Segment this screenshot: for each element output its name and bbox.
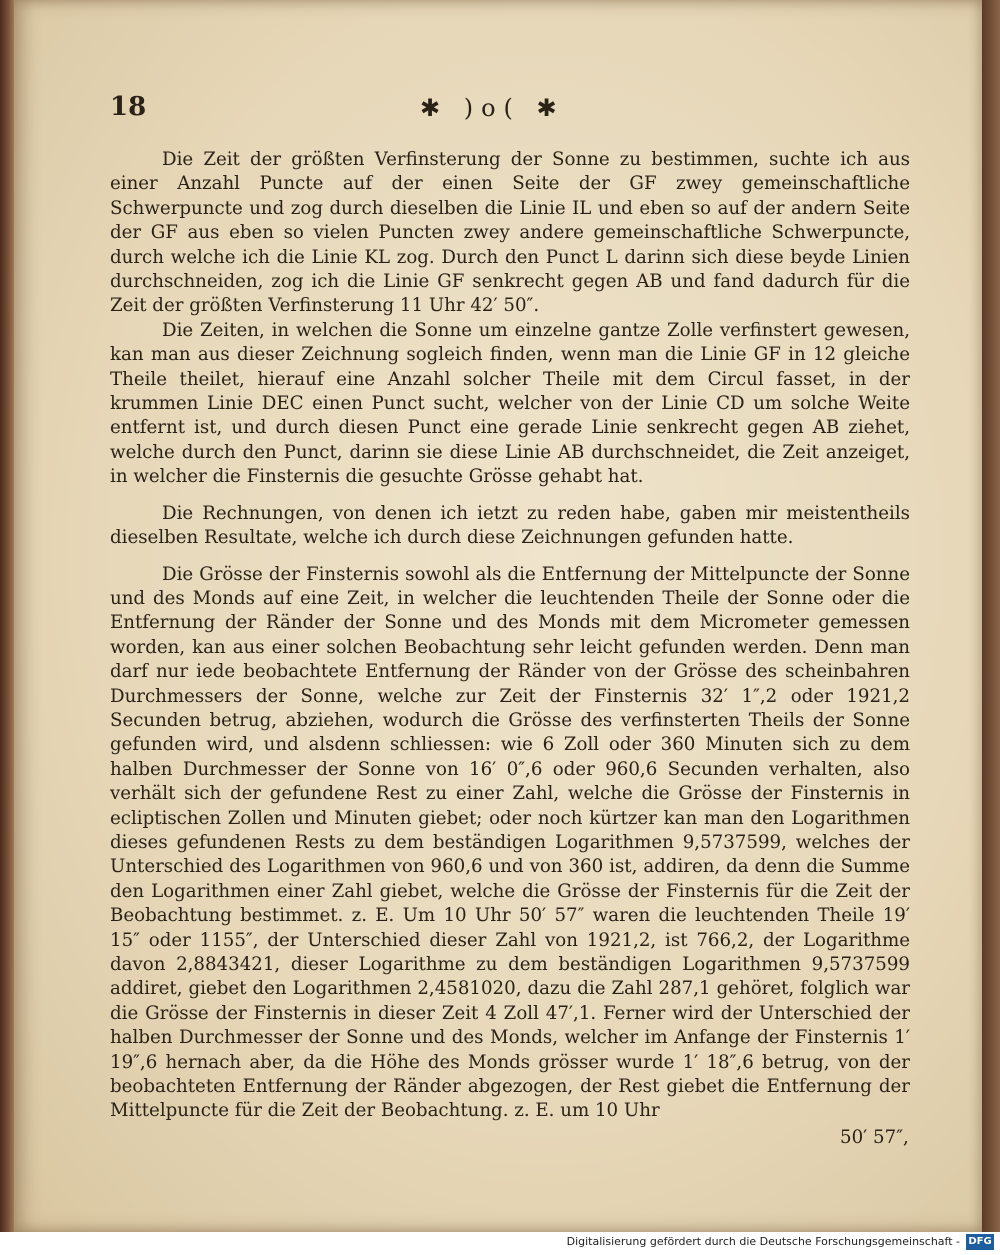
book-spine [0,0,14,1232]
paragraph-1: Die Zeit der größten Verfinsterung der Sonne zu bestimmen, suchte ich aus einer Anzahl Puncte auf der einen Seite der GF zwey gemeinschaftliche Schwerpuncte und zog durch dieselben die Linie IL und eben so auf der andern Seite der GF aus eben so vielen Puncten zwey andere gemeinschaftliche Schwerpuncte, durch welche ich die Linie KL zog. Durch den Punct L darinn sich diese beyde Linien durchschneiden, zog ich die Linie GF senkrecht gegen AB und fand dadurch für die Zeit der größten Verfinsterung 11 Uhr 42′ 50″. [110,149,910,317]
footer-credit: Digitalisierung gefördert durch die Deutsche Forschungsgemeinschaft - [566,1235,960,1248]
page-edge [982,0,1000,1232]
paragraph-2: Die Zeiten, in welchen die Sonne um einzelne gantze Zolle verfinstert gewesen, kan man aus dieser Zeichnung sogleich finden, wenn man die Linie GF in 12 gleiche Theile theilet, hierauf eine Anzahl solcher Theile mit dem Circul fasset, in der krummen Linie DEC einen Punct sucht, welcher von der Linie CD um solche Weite entfernt ist, und durch diesen Punct eine gerade Linie senkrecht gegen AB ziehet, welche durch den Punct, darinn sie diese Linie AB durchschneidet, die Zeit anzeiget, in welcher die Finsternis die gesuchte Grösse gehabt hat. [110,319,910,488]
running-head-ornament: ✱ )o( ✱ [420,94,565,122]
paragraph-4: Die Grösse der Finsternis sowohl als die Entfernung der Mittelpuncte der Sonne und des Monds auf eine Zeit, in welcher die leuchtenden Theile der Sonne oder die Entfernung der Ränder der Sonne und des Monds mit dem Micrometer gemessen worden, kan aus einer solchen Beobachtung sehr leicht gefunden werden. Denn man darf nur iede beobachtete Entfernung der Ränder von der Grösse des scheinbahren Durchmessers der Sonne, welche zur Zeit der Finsternis 32′ 1″,2 oder 1921,2 Secunden betrug, abziehen, wodurch die Grösse des verfinsterten Theils der Sonne gefunden wird, und alsdenn schliessen: wie 6 Zoll oder 360 Minuten sich zu dem halben Durchmesser der Sonne von 16′ 0″,6 oder 960,6 Secunden verhalten, also verhält sich der gefundene Rest zu einer Zahl, welche die Grösse der Finsternis in ecliptischen Zollen und Minuten giebet; oder noch kürtzer kan man den Logarithmen dieses gefundenen Rests zu dem beständigen Logarithmen 9,5737599, welches der Unterschied des Logarithmen von 960,6 und von 360 ist, addiren, da denn die Summe den Logarithmen einer Zahl giebet, welche die Grösse der Finsternis für die Zeit der Beobachtung bestimmet. z. E. Um 10 Uhr 50′ 57″ waren die leuchtenden Theile 19′ 15″ oder 1155″, der Unterschied dieser Zahl von 1921,2, ist 766,2, der Logarithme davon 2,8843421, dieser Logarithme zu dem beständigen Logarithmen 9,5737599 addiret, giebet den Logarithmen 2,4581020, dazu die Zahl 287,1 gehöret, folglich war die Grösse der Finsternis in dieser Zeit 4 Zoll 47′,1. Ferner wird der Unterschied der halben Durchmesser der Sonne und des Monds, welcher im Anfange der Finsternis 1′ 19″,6 hernach aber, da die Höhe des Monds grösser wurde 1′ 18″,6 betrug, von der beobachteten Entfernung der Ränder abgezogen, der Rest giebet die Entfernung der Mittelpuncte für die Zeit der Beobachtung. z. E. um 10 Uhr [110,563,910,1122]
dfg-logo-icon: DFG [966,1234,994,1250]
paragraph-continuation: 50′ 57″, [840,1127,909,1148]
page-number: 18 [110,92,147,122]
paragraph-3: Die Rechnungen, von denen ich ietzt zu reden habe, gaben mir meistentheils dieselben Resultate, welche ich durch diese Zeichnungen gefunden hatte. [110,502,910,549]
body-text [110,148,910,1124]
